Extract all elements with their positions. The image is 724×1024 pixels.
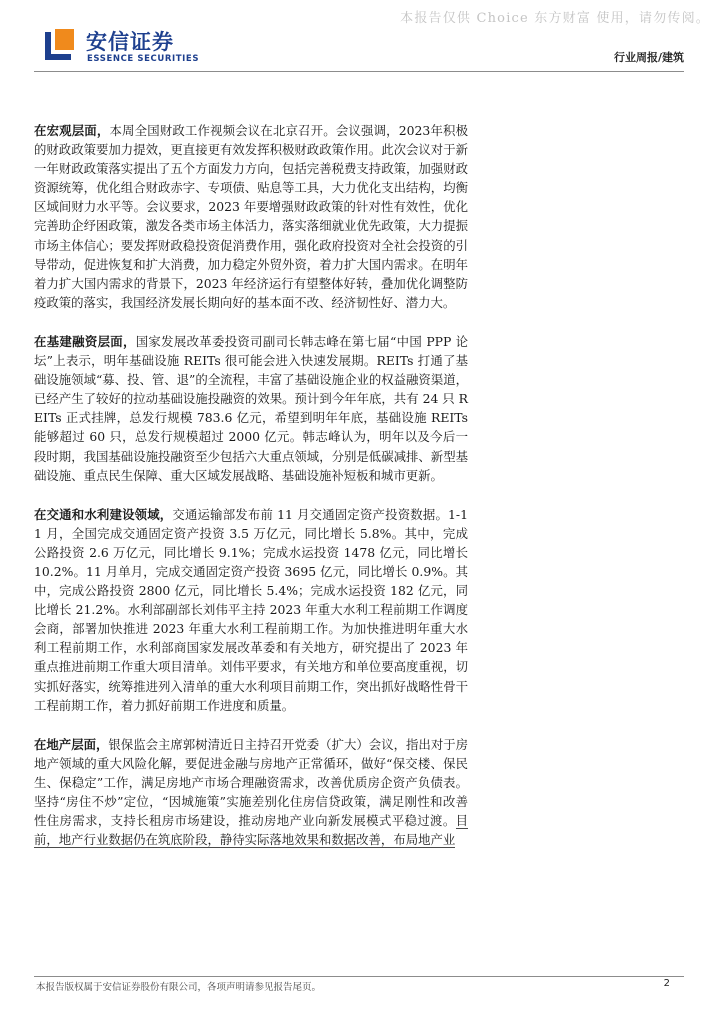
logo-chinese-name: 安信证券 [86,30,174,54]
report-body [34,121,468,869]
page-number: 2 [663,978,670,989]
company-logo [40,24,220,68]
paragraph-lead: 在交通和水利建设领域， [34,506,173,522]
paragraph-text: 国家发展改革委投资司副司长韩志峰在第七届“中国 PPP 论坛”上表示，明年基础设施 REITs 很可能会进入快速发展期。REITs 打通了基础设施领域“募、投、管、退”的全流程，丰富了基础设施企业的权益融资渠道，已经产生了较好的拉动基础设施投融资的效果。预计到今年年底，共有 24 只 REITs 正式挂牌，总发行规模 783.6 亿元，希望到明年年底，基础设施 REITs 能够超过 60 只，总发行规模超过 2000 亿元。韩志峰认为，明年以及今后一段时期，我国基础设施投融资至少包括六大重点领域，分别是低碳减排、新型基础设施、重点民生保障、重大区域发展战略、基础设施补短板和城市更新。 [34,333,468,483]
report-type-label: 行业周报/建筑 [613,51,684,64]
paragraph-text: 交通运输部发布前 11 月交通固定资产投资数据。1-11 月，全国完成交通固定资产投资 3.5 万亿元，同比增长 5.8%。其中，完成公路投资 2.6 万亿元，同比增长 9.1%；完成水运投资 1478 亿元，同比增长 10.2%。11 月单月，完成交通固定资产投资 3695 亿元，同比增长 0.9%。其中，完成公路投资 2800 亿元，同比增长 5.4%；完成水运投资 182 亿元，同比增长 21.2%。水利部副部长刘伟平主持 2023 年重大水利工程前期工作调度会商，部署加快推进 2023 年重大水利工程前期工作。为加快推进明年重大水利工程前期工作，水利部商国家发展改革委和有关地方，研究提出了 2023 年重点推进前期工作重大项目清单。刘伟平要求，有关地方和单位要高度重视，切实抓好落实，统筹推进列入清单的重大水利项目前期工作，突出抓好战略性骨干工程前期工作，着力抓好前期工作进度和质量。 [34,506,468,713]
logo-english-name: ESSENCE SECURITIES [87,54,200,64]
paragraph-macro [34,121,468,312]
logo-mark-icon [40,26,78,64]
paragraph-infrastructure-finance [34,332,468,485]
footer-disclaimer: 本报告版权属于安信证券股份有限公司，各项声明请参见报告尾页。 [36,982,322,993]
paragraph-text: 银保监会主席郭树清近日主持召开党委（扩大）会议，指出对于房地产领域的重大风险化解，要促进金融与房地产正常循环，做好“保交楼、保民生、保稳定”工作，满足房地产市场合理融资需求，改善优质房企资产负债表。坚持“房住不炒”定位，“因城施策”实施差别化住房信贷政策，满足刚性和改善性住房需求，支持长租房市场建设，推动房地产业向新发展模式平稳过渡。 [34,736,469,829]
paragraph-transport-water [34,505,468,715]
paragraph-lead: 在宏观层面， [34,123,110,138]
paragraph-lead: 在基建融资层面， [34,333,136,349]
footer-divider [34,976,684,977]
paragraph-tail-text: 目前，地产行业数据仍在筑底阶段，静待实际落地效果和数据改善，布局地产业 [34,813,468,848]
watermark-text: 本报告仅供 Choice 东方财富 使用，请勿传阅。 [400,11,710,26]
paragraph-real-estate [34,735,468,850]
paragraph-lead: 在地产层面， [34,736,109,752]
paragraph-text: 本周全国财政工作视频会议在北京召开。会议强调，2023年积极的财政政策要加力提效，更直接更有效发挥积极财政政策作用。此次会议对于新一年财政政策落实提出了五个方面发力方向，包括完善税费支持政策，加强财政资源统筹，优化组合财政赤字、专项债、贴息等工具，大力优化支出结构，均衡区域间财力水平等。会议要求，2023 年要增强财政政策的针对性有效性，优化完善助企纾困政策，激发各类市场主体活力，落实落细就业优先政策，大力提振市场主体信心；要发挥财政稳投资促消费作用，强化政府投资对全社会投资的引导带动，促进恢复和扩大消费，加力稳定外贸外资，着力扩大国内需求。在明年着力扩大国内需求的背景下，2023 年经济运行有望整体好转，叠加优化调整防疫政策的落实，我国经济发展长期向好的基本面不改、经济韧性好、潜力大。 [34,123,468,310]
header-divider [34,71,684,72]
